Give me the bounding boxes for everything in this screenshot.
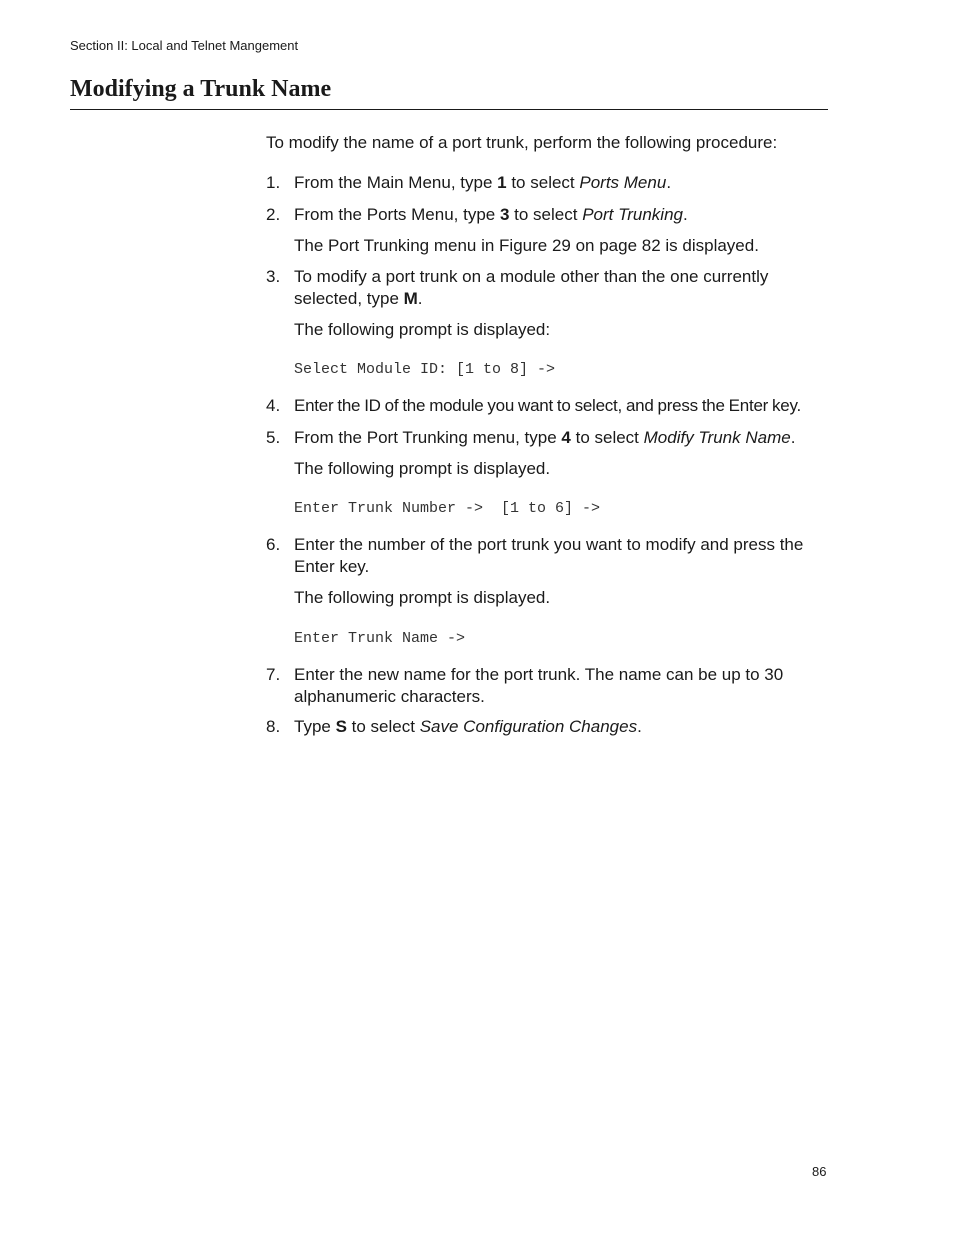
step-text: Enter the new name for the port trunk. The name can be up to 30 alphanumeric characters. bbox=[294, 665, 784, 706]
menu-target: Save Configuration Changes bbox=[419, 717, 638, 736]
menu-target: Ports Menu bbox=[579, 173, 667, 192]
step-note: The following prompt is displayed. bbox=[294, 459, 551, 478]
menu-key: 1 bbox=[497, 173, 507, 192]
menu-key: S bbox=[335, 717, 347, 736]
step-number: 2. bbox=[266, 205, 281, 224]
step-text: Type S to select Save Configuration Changes. bbox=[294, 717, 642, 736]
step-note: The Port Trunking menu in Figure 29 on page 82 is displayed. bbox=[294, 236, 759, 255]
menu-target: Modify Trunk Name bbox=[643, 428, 791, 447]
step-text: Enter the number of the port trunk you want to modify and press the Enter key. bbox=[294, 535, 804, 576]
prompt-code: Select Module ID: [1 to 8] -> bbox=[294, 361, 556, 378]
step-text: Enter the ID of the module you want to select, and press the Enter key. bbox=[294, 396, 801, 415]
page-number: 86 bbox=[812, 1164, 827, 1179]
step-number: 1. bbox=[266, 173, 281, 192]
step-note: The following prompt is displayed: bbox=[294, 320, 551, 339]
step-text: To modify a port trunk on a module other than the one currently selected, type M. bbox=[294, 267, 769, 308]
step-number: 5. bbox=[266, 428, 281, 447]
step-text: From the Main Menu, type 1 to select Ports Menu. bbox=[294, 173, 672, 192]
step-note: The following prompt is displayed. bbox=[294, 588, 551, 607]
running-header: Section II: Local and Telnet Mangement bbox=[70, 38, 299, 53]
step-number: 7. bbox=[266, 665, 281, 684]
step-text: From the Port Trunking menu, type 4 to select Modify Trunk Name. bbox=[294, 428, 796, 447]
prompt-code: Enter Trunk Name -> bbox=[294, 630, 466, 647]
step-number: 4. bbox=[266, 396, 281, 415]
intro-paragraph: To modify the name of a port trunk, perform the following procedure: bbox=[266, 133, 778, 152]
menu-key: 3 bbox=[499, 205, 510, 224]
step-number: 8. bbox=[266, 717, 281, 736]
menu-key: M bbox=[403, 289, 418, 308]
section-title: Modifying a Trunk Name bbox=[70, 76, 332, 102]
step-number: 6. bbox=[266, 535, 281, 554]
title-rule bbox=[70, 109, 828, 110]
step-number: 3. bbox=[266, 267, 281, 286]
menu-key: 4 bbox=[561, 428, 571, 447]
prompt-code: Enter Trunk Number -> [1 to 6] -> bbox=[294, 500, 601, 517]
menu-target: Port Trunking bbox=[582, 205, 683, 224]
step-text: From the Ports Menu, type 3 to select Port Trunking. bbox=[294, 205, 688, 224]
